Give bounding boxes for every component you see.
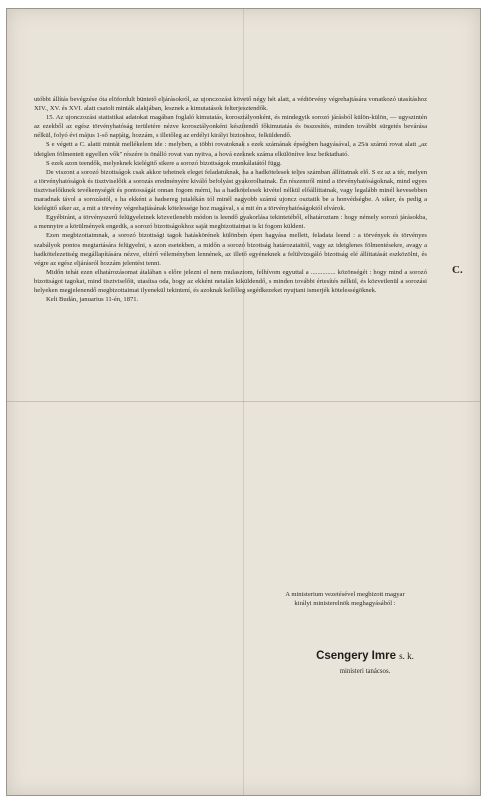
paragraph: Midőn tehát ezen elhatározásomat átalában s előre jelezni el nem mulasztom, felhívom egyuttal a ............... közönségét : hogy mind a sorozó bizottságot tagokat, mind tisztviselőit, utasítsa oda, hogy az ekként netalán kiküldendő, s minden további értesítés nélkül, és közvetlenül a sorozási helyeken megjelenendő megbizottaimat ilyenekül tekintení, és azoknak kellőleg segédkezeket nyujtani ismerjék kötelességöknek.: [34, 268, 427, 294]
paragraph: utóbbi állítás bevégzése óta elöfordult büntető eljárásokról, az ujonczozást követő négy hét alatt, a védtörvény végrehajtására vonatkozó utasításhoz XIV., XV. és XVI. alatt csatolt minták alakjában, lesznek a kimutatások felterjesztendők.: [34, 96, 427, 113]
signature-intro-line: A ministerium vezetésével megbizott magyar: [285, 591, 405, 598]
signature-name: [285, 650, 445, 662]
signature-intro: [245, 590, 445, 608]
signer-title: ministeri tanácsos.: [339, 668, 391, 675]
signer-name: Csengery Imre: [316, 650, 396, 662]
margin-mark: C.: [452, 264, 463, 276]
date-line: Kelt Budán, januarius 11-én, 1871.: [46, 296, 139, 304]
paragraph: 15. Az ujonczozási statistikai adatokat magában foglaló kimutatás, korosztályonként, és mindegyik sorozó járásból külön-külön, — ugyszintén az ezekből az egész törvényhatóság területére nézve korosztályonként készítendő főkimutatás és összesítés, minden további sürgetés bevárása nélkül, folyó évi május 1-ső napjáig, hozzám, s illetőleg az erdélyi királyi biztoshoz, felküldendő.: [34, 114, 427, 140]
paragraph: S ezek azon teendők, melyeknek kielégitő sikere a sorozó bizottságok munkálatától függ.: [46, 159, 282, 167]
paragraph: Egyébiránt, a törvényszerű felügyeletnek közvetlenebb módon is leendő gyakorlása tekintetéből, elhatároztam : hogy némely sorozó járásokba, a mennyire a körülmények engedik, a sorozó bizottságokhoz saját megbizottaimat is ki fogom küldeni.: [34, 214, 427, 231]
signature-suffix: s. k.: [399, 651, 414, 661]
document-body: [34, 95, 427, 304]
signature-intro-line: királyi ministerelnök meghagyásából :: [294, 600, 396, 608]
paragraph: S e végett a C. alatti mintát mellékelem ide : melyben, a többi rovatoknak s ezek számának épségben hagyásával, a 25⁄a számú rovat alatt „az ideiglen fölmentett egyellen vők" részére is önálló rovat van nyitva, a hová ezeknek száma elkülönítve lesz beiktatható.: [34, 141, 427, 158]
paragraph: Ezen megbizottaimnak, a sorozó bizottsági tagok hatáskörének különben épen hagyása mellett, feladata leend : a törvények és törvényes szabályok pontos megtartására felügyelni, s azon esetekben, a midőn a sorozó bizottság határozataitól, vagy az ideiglenes fölmentésekre, avagy a hadkötelezettség megállapítására nézve, eltérő véleményben lennének, az illető egyéneknek a felülvizsgáló bizottság elé állíttatását eszközölni, és végre az egész eljárásról hozzám jelentést tenni.: [34, 232, 427, 267]
paragraph: De viszont a sorozó bizottságok csak akkor tehetnek eleget feladatuknak, ha a hadkötelesek teljes számban állíttatnak elő. S ez az a tér, melyen a törvényhatóságok és tisztviselőik a sorozás eredményére kiváló befolyást gyakorolhatnak. Én részemről mind a törvényhatóságoknak, mind egyes tisztviselőiknek tevékenységét és pontosságát onnan fogom mérni, ha a hadkötelesek kivétel nélkül előállíttatnak, vagy legalább minél kevesebben maradnak távol a sorozástól, s ha ekként a hadsereg jutalékán tól minél nagyobb számú ujoncz osztatik be a honvédségbe. A siker, és pedig a kielégitő siker az, a mit a törvény végrehajtásának kötelessége hoz magával, s a mit én a törvényhatóságoktól elvárok.: [34, 168, 427, 213]
